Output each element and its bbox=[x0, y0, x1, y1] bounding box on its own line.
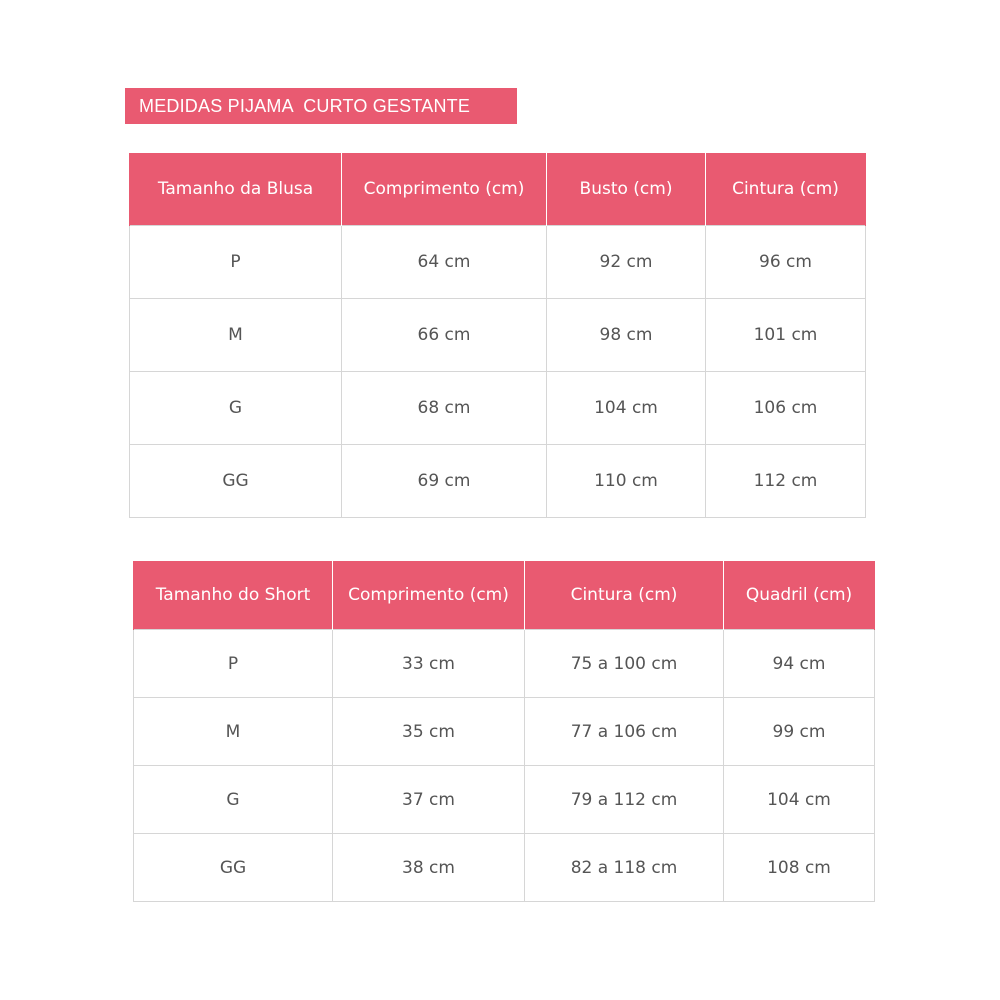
header-cell: Quadril (cm) bbox=[724, 561, 875, 630]
table-row bbox=[130, 445, 866, 518]
header-cell: Comprimento (cm) bbox=[342, 153, 547, 226]
size-cell: GG bbox=[130, 445, 342, 518]
hip-cell: 94 cm bbox=[724, 630, 875, 698]
table-header-row bbox=[130, 153, 866, 226]
length-cell: 38 cm bbox=[333, 834, 525, 902]
waist-cell: 77 a 106 cm bbox=[525, 698, 724, 766]
length-cell: 35 cm bbox=[333, 698, 525, 766]
bust-cell: 104 cm bbox=[547, 372, 706, 445]
size-cell: M bbox=[134, 698, 333, 766]
header-cell: Tamanho da Blusa bbox=[130, 153, 342, 226]
waist-cell: 75 a 100 cm bbox=[525, 630, 724, 698]
blusa-size-table bbox=[129, 153, 866, 518]
size-cell: M bbox=[130, 299, 342, 372]
short-size-table bbox=[133, 561, 875, 902]
table-row bbox=[130, 372, 866, 445]
length-cell: 68 cm bbox=[342, 372, 547, 445]
table-row bbox=[130, 226, 866, 299]
size-cell: P bbox=[134, 630, 333, 698]
bust-cell: 110 cm bbox=[547, 445, 706, 518]
length-cell: 66 cm bbox=[342, 299, 547, 372]
header-cell: Comprimento (cm) bbox=[333, 561, 525, 630]
table-row bbox=[134, 766, 875, 834]
bust-cell: 98 cm bbox=[547, 299, 706, 372]
size-cell: P bbox=[130, 226, 342, 299]
header-cell: Cintura (cm) bbox=[706, 153, 866, 226]
size-cell: GG bbox=[134, 834, 333, 902]
length-cell: 69 cm bbox=[342, 445, 547, 518]
length-cell: 37 cm bbox=[333, 766, 525, 834]
table-row bbox=[134, 630, 875, 698]
table-header-row bbox=[134, 561, 875, 630]
size-cell: G bbox=[134, 766, 333, 834]
table-row bbox=[134, 698, 875, 766]
header-cell: Busto (cm) bbox=[547, 153, 706, 226]
waist-cell: 106 cm bbox=[706, 372, 866, 445]
waist-cell: 101 cm bbox=[706, 299, 866, 372]
header-cell: Tamanho do Short bbox=[134, 561, 333, 630]
waist-cell: 79 a 112 cm bbox=[525, 766, 724, 834]
table-row bbox=[134, 834, 875, 902]
hip-cell: 99 cm bbox=[724, 698, 875, 766]
hip-cell: 108 cm bbox=[724, 834, 875, 902]
bust-cell: 92 cm bbox=[547, 226, 706, 299]
size-cell: G bbox=[130, 372, 342, 445]
length-cell: 33 cm bbox=[333, 630, 525, 698]
header-cell: Cintura (cm) bbox=[525, 561, 724, 630]
hip-cell: 104 cm bbox=[724, 766, 875, 834]
page-title: MEDIDAS PIJAMA CURTO GESTANTE bbox=[125, 88, 517, 124]
length-cell: 64 cm bbox=[342, 226, 547, 299]
waist-cell: 82 a 118 cm bbox=[525, 834, 724, 902]
waist-cell: 112 cm bbox=[706, 445, 866, 518]
table-row bbox=[130, 299, 866, 372]
waist-cell: 96 cm bbox=[706, 226, 866, 299]
